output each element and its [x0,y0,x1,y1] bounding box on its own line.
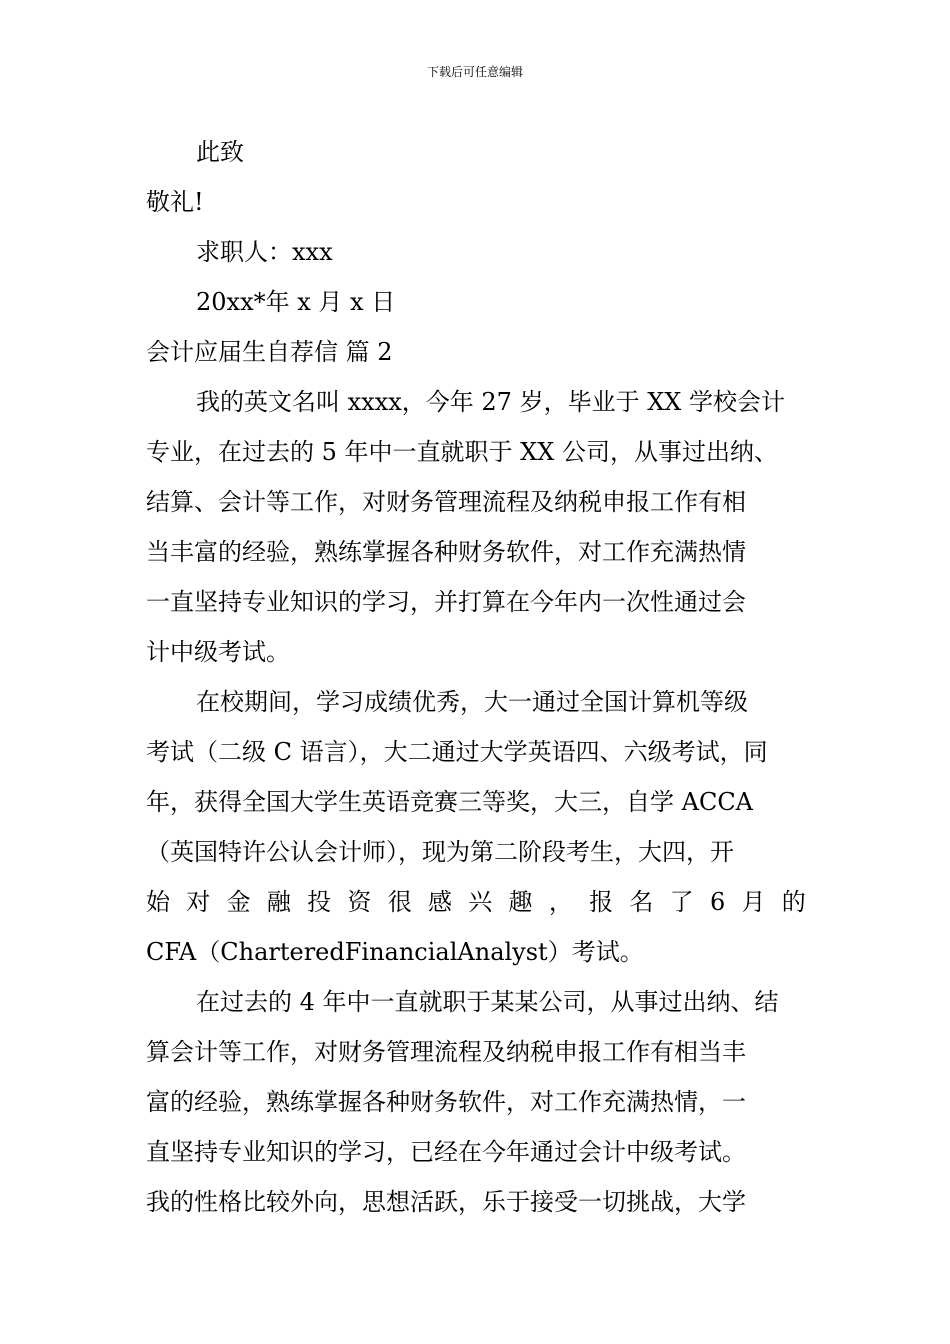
section-title: 会计应届生自荐信 篇 2 [146,338,393,366]
closing-salutation: 此致 [196,138,244,166]
spread-glyph: 6 [709,888,726,916]
paragraph-line: 我的英文名叫 xxxx，今年 27 岁，毕业于 XX 学校会计 [196,388,785,416]
spread-glyph: 对 [186,888,211,916]
paragraph-line: 结算、会计等工作，对财务管理流程及纳税申报工作有相 [146,488,746,516]
paragraph-3 [146,977,806,1227]
closing-regards: 敬礼! [146,188,204,216]
spread-glyph: 的 [781,888,806,916]
paragraph-line: 算会计等工作，对财务管理流程及纳税申报工作有相当丰 [146,1038,746,1066]
paragraph-line: （英国特许公认会计师），现为第二阶段考生，大四，开 [146,838,734,866]
paragraph-line: 考试（二级 C 语言），大二通过大学英语四、六级考试，同 [146,738,768,766]
spread-glyph: 融 [266,888,291,916]
paragraph-line: 我的性格比较外向，思想活跃，乐于接受一切挑战，大学 [146,1188,746,1216]
paragraph-line: 一直坚持专业知识的学习，并打算在今年内一次性通过会 [146,588,746,616]
spread-glyph: ， [548,888,573,916]
paragraph-1 [146,377,806,677]
spread-glyph: 名 [629,888,654,916]
paragraph-line: 直坚持专业知识的学习，已经在今年通过会计中级考试。 [146,1138,746,1166]
page-header: 下载后可任意编辑 [426,65,523,79]
paragraph-line: 富的经验，熟练掌握各种财务软件，对工作充满热情，一 [146,1088,746,1116]
document-body [146,127,806,1227]
spread-glyph: 资 [347,888,372,916]
paragraph-spread-line [146,877,806,927]
paragraph-line: 年，获得全国大学生英语竞赛三等奖，大三，自学 ACCA [146,788,754,816]
spread-glyph: 兴 [468,888,493,916]
spread-glyph: 金 [226,888,251,916]
spread-glyph: 月 [741,888,766,916]
paragraph-line: 在校期间，学习成绩优秀，大一通过全国计算机等级 [196,688,748,716]
spread-glyph: 投 [307,888,332,916]
paragraph-line: 计中级考试。 [146,638,290,666]
spread-glyph: 了 [669,888,694,916]
applicant-signature: 求职人：xxx [196,238,333,266]
paragraph-2 [146,677,806,977]
paragraph-line: 专业，在过去的 5 年中一直就职于 XX 公司，从事过出纳、 [146,438,778,466]
spread-glyph: 始 [146,888,170,916]
letter-date: 20xx*年 x 月 x 日 [196,288,396,316]
paragraph-line: 在过去的 4 年中一直就职于某某公司，从事过出纳、结 [196,988,779,1016]
spread-glyph: 报 [589,888,614,916]
paragraph-line: CFA（CharteredFinancialAnalyst）考试。 [146,938,644,966]
paragraph-line: 当丰富的经验，熟练掌握各种财务软件，对工作充满热情 [146,538,746,566]
spread-glyph: 趣 [508,888,533,916]
spread-glyph: 感 [427,888,452,916]
spread-glyph: 很 [387,888,412,916]
